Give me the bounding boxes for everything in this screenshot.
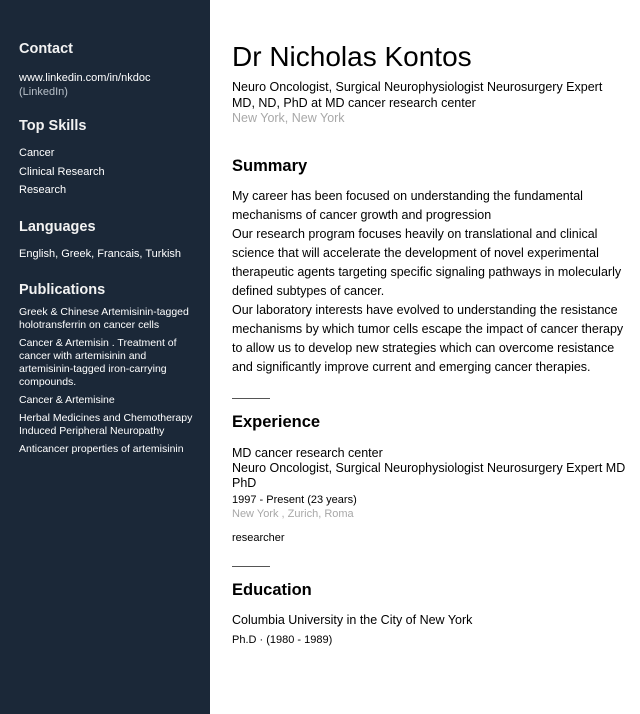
publications-list: [19, 306, 196, 456]
top-skills-section: [19, 117, 196, 200]
summary-paragraph: Our laboratory interests have evolved to understanding the resistance mechanisms by which tumor cells escape the impact of cancer therapy to allow us to develop new strategies which can overcome resistance and significantly improve current and emerging cancer therapies.: [232, 303, 624, 374]
skill-item: Cancer: [19, 147, 55, 159]
publication-item: Cancer & Artemisin . Treatment of cancer with artemisinin and artemisinin-tagged iron-carrying compounds.: [19, 337, 177, 388]
publications-heading: Publications: [19, 282, 106, 298]
summary-text: [232, 187, 628, 377]
education-school: Columbia University in the City of New York: [232, 613, 473, 627]
profile-name: Dr Nicholas Kontos: [232, 41, 472, 72]
publication-item: Greek & Chinese Artemisinin-tagged holotransferrin on cancer cells: [19, 306, 189, 331]
section-divider: [232, 398, 270, 399]
education-degree: Ph.D · (1980 - 1989): [232, 634, 333, 646]
skills-list: [19, 144, 196, 200]
education-heading: Education: [232, 581, 312, 599]
linkedin-label: (LinkedIn): [19, 86, 68, 98]
experience-dates: 1997 - Present (23 years): [232, 494, 357, 506]
summary-paragraph: Our research program focuses heavily on translational and clinical science that will accelerate the development of novel experimental therapeutic agents targeting specific signaling pathways in molecularly defined subtypes of cancer.: [232, 227, 622, 298]
sidebar: [0, 0, 210, 714]
contact-heading: Contact: [19, 41, 73, 57]
section-divider: [232, 566, 270, 567]
experience-title: Neuro Oncologist, Surgical Neurophysiologist Neurosurgery Expert MD PhD: [232, 461, 626, 490]
languages-text: English, Greek, Francais, Turkish: [19, 247, 182, 260]
skill-item: Clinical Research: [19, 165, 105, 178]
publication-item: Herbal Medicines and Chemotherapy Induced Peripheral Neuropathy: [19, 412, 193, 437]
summary-heading: Summary: [232, 157, 308, 175]
experience-company: MD cancer research center: [232, 446, 383, 460]
linkedin-link[interactable]: www.linkedin.com/in/nkdoc: [19, 72, 151, 84]
languages-list: [19, 245, 196, 264]
main-content: [232, 0, 628, 647]
languages-section: [19, 218, 196, 264]
languages-heading: Languages: [19, 218, 96, 235]
experience-description: researcher: [232, 532, 285, 544]
experience-location: New York , Zurich, Roma: [232, 508, 354, 520]
contact-section: [19, 40, 196, 99]
top-skills-heading: Top Skills: [19, 118, 87, 134]
profile-headline: Neuro Oncologist, Surgical Neurophysiologist Neurosurgery Expert MD, ND, PhD at MD cancer research center: [232, 80, 603, 110]
experience-heading: Experience: [232, 413, 321, 431]
publication-item: Cancer & Artemisine: [19, 394, 115, 406]
profile-location: New York, New York: [232, 111, 345, 125]
publication-item: Anticancer properties of artemisinin: [19, 443, 184, 455]
skill-item: Research: [19, 184, 67, 196]
summary-paragraph: My career has been focused on understanding the fundamental mechanisms of cancer growth and progression: [232, 189, 583, 222]
publications-section: [19, 281, 196, 456]
